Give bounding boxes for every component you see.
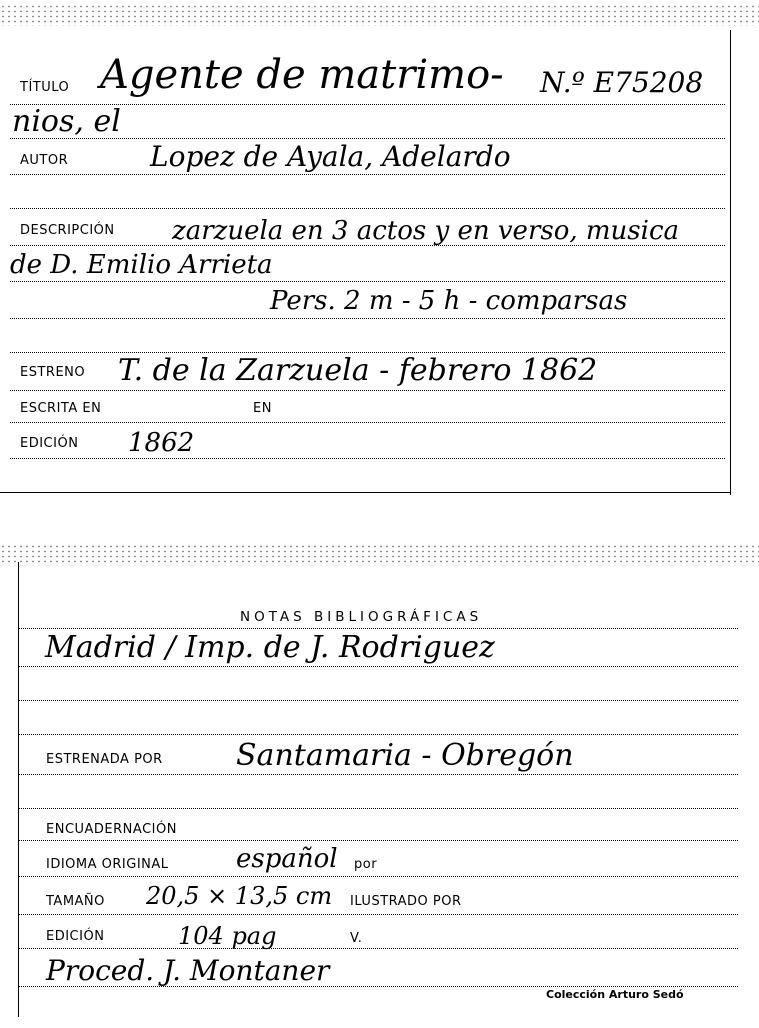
estrenada-label: ESTRENADA POR: [46, 752, 163, 767]
titulo-continuation: nios, el: [12, 104, 121, 139]
v-label: V.: [350, 931, 363, 946]
estrenada-value: Santamaria - Obregón: [236, 738, 574, 773]
idioma-label: IDIOMA ORIGINAL: [46, 857, 169, 872]
edicion-label: EDICIÓN: [20, 436, 79, 451]
catalog-card-back: [0, 542, 759, 1028]
descripcion-value: zarzuela en 3 actos y en verso, musica: [172, 216, 680, 246]
estreno-label: ESTRENO: [20, 365, 86, 380]
descripcion-label: DESCRIPCIÓN: [20, 223, 115, 238]
card-edge-texture: [0, 4, 759, 26]
escrita-label: ESCRITA EN: [20, 401, 102, 416]
idioma-value: español: [236, 844, 338, 874]
tamano-value: 20,5 × 13,5 cm: [146, 882, 333, 910]
ref-number: N.º E75208: [540, 66, 704, 99]
card-right-border: [730, 30, 731, 495]
card-edge-texture: [0, 544, 759, 566]
proced-value: Proced. J. Montaner: [46, 954, 330, 987]
estreno-value: T. de la Zarzuela - febrero 1862: [118, 353, 598, 388]
autor-value: Lopez de Ayala, Adelardo: [150, 140, 511, 173]
descripcion-line3: Pers. 2 m - 5 h - comparsas: [270, 286, 628, 316]
encuadernacion-label: ENCUADERNACIÓN: [46, 822, 177, 837]
tamano-label: TAMAÑO: [46, 894, 105, 909]
notas-value: Madrid / Imp. de J. Rodriguez: [45, 630, 495, 665]
card-bottom-edge: [0, 492, 730, 493]
notas-header: NOTAS BIBLIOGRÁFICAS: [240, 609, 483, 625]
descripcion-line2: de D. Emilio Arrieta: [10, 250, 273, 280]
autor-label: AUTOR: [20, 153, 69, 168]
edicion-value: 1862: [128, 428, 195, 458]
edicion-value-2: 104 pag: [178, 922, 277, 950]
titulo-value: Agente de matrimo-: [100, 52, 504, 98]
catalog-card-front: [0, 0, 759, 492]
en-label: EN: [253, 401, 272, 416]
titulo-label: TÍTULO: [20, 80, 70, 95]
collection-footer: Colección Arturo Sedó: [546, 988, 684, 1001]
ilustrado-label: ILUSTRADO POR: [350, 894, 462, 909]
por-label: por: [354, 857, 378, 872]
edicion-label-2: EDICIÓN: [46, 929, 105, 944]
